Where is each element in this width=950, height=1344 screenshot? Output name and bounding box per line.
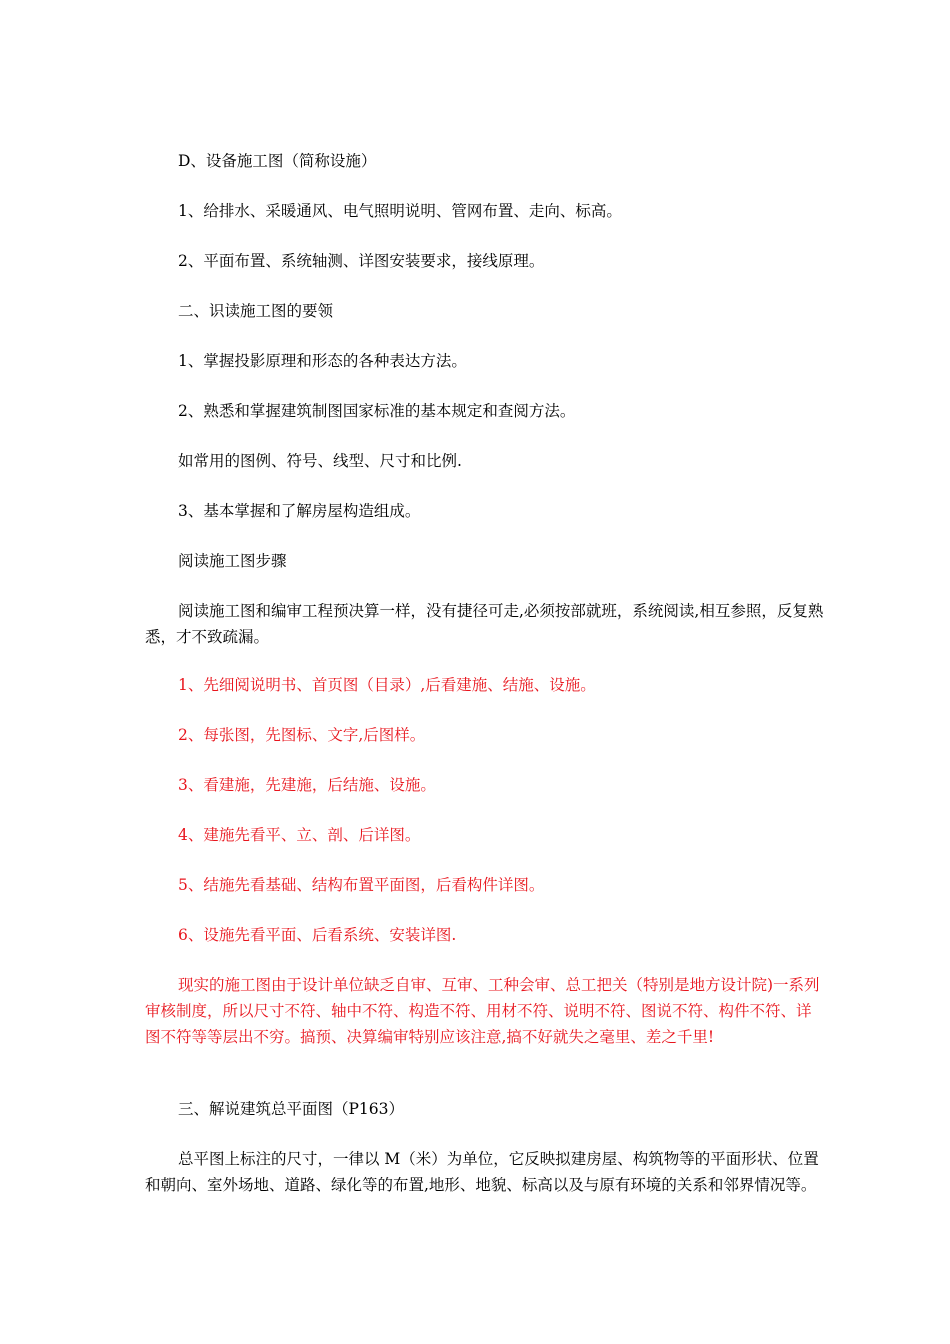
step-item-6: 6、设施先看平面、后看系统、安装详图. — [178, 926, 457, 944]
paragraph-essentials-note: 如常用的图例、符号、线型、尺寸和比例. — [178, 452, 462, 470]
section-heading-site-plan: 三、解说建筑总平面图（P163） — [178, 1100, 405, 1118]
paragraph-reading-steps-heading: 阅读施工图步骤 — [178, 552, 287, 570]
step-item-3: 3、看建施，先建施，后结施、设施。 — [178, 776, 436, 794]
step-item-5: 5、结施先看基础、结构布置平面图，后看构件详图。 — [178, 876, 545, 894]
paragraph-reading-steps-intro: 阅读施工图和编审工程预决算一样，没有捷径可走,必须按部就班，系统阅读,相互参照，反复熟悉，才不致疏漏。 — [145, 602, 824, 646]
paragraph-essentials-item-1: 1、掌握投影原理和形态的各种表达方法。 — [178, 352, 467, 370]
step-item-2: 2、每张图，先图标、文字,后图样。 — [178, 726, 426, 744]
paragraph-equipment-drawings-heading: D、设备施工图（简称设施） — [178, 152, 377, 170]
paragraph-drawing-review-warning: 现实的施工图由于设计单位缺乏自审、互审、工种会审、总工把关（特别是地方设计院)一系列审核制度，所以尺寸不符、轴中不符、构造不符、用材不符、说明不符、图说不符、构件不符、详图不符等等层出不穷。搞预、决算编审特别应该注意,搞不好就失之毫里、差之千里! — [145, 976, 820, 1046]
paragraph-essentials-item-3: 3、基本掌握和了解房屋构造组成。 — [178, 502, 421, 520]
step-item-4: 4、建施先看平、立、剖、后详图。 — [178, 826, 421, 844]
paragraph-equipment-item-2: 2、平面布置、系统轴测、详图安装要求，接线原理。 — [178, 252, 545, 270]
paragraph-essentials-item-2: 2、熟悉和掌握建筑制图国家标准的基本规定和查阅方法。 — [178, 402, 576, 420]
paragraph-site-plan-description: 总平图上标注的尺寸，一律以 M（米）为单位，它反映拟建房屋、构筑物等的平面形状、位置和朝向、室外场地、道路、绿化等的布置,地形、地貌、标高以及与原有环境的关系和邻界情况等。 — [145, 1150, 819, 1194]
paragraph-equipment-item-1: 1、给排水、采暖通风、电气照明说明、管网布置、走向、标高。 — [178, 202, 622, 220]
step-item-1: 1、先细阅说明书、首页图（目录）,后看建施、结施、设施。 — [178, 676, 596, 694]
section-heading-reading-essentials: 二、识读施工图的要领 — [178, 302, 334, 320]
